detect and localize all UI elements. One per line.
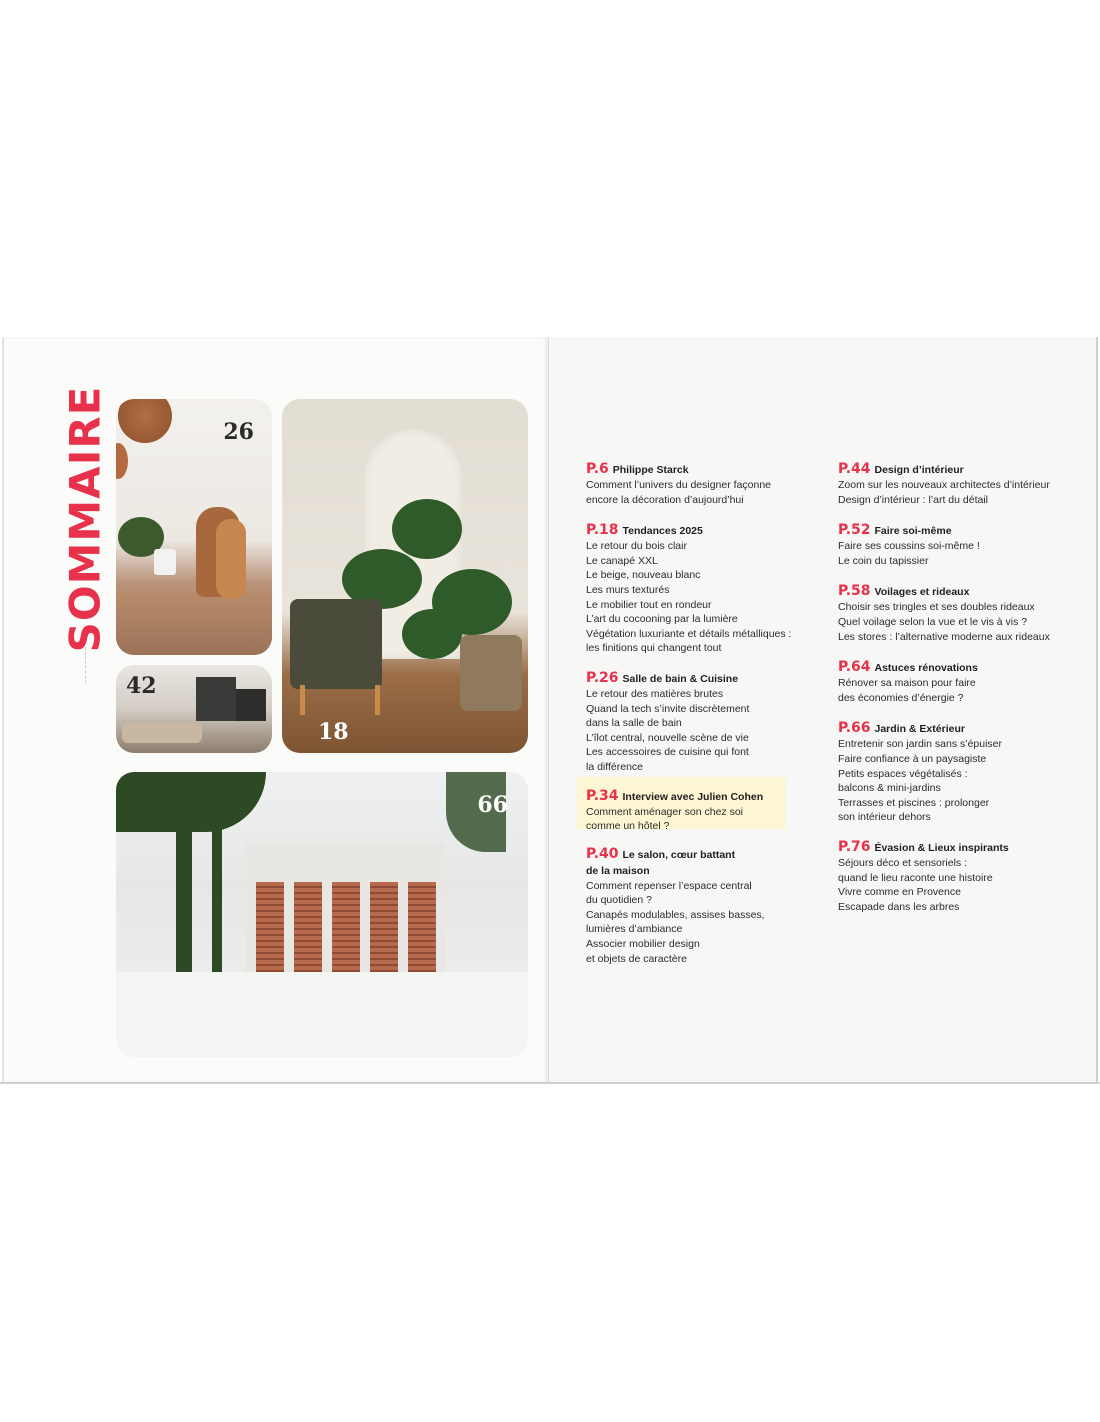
toc-page-number: P.76 — [838, 838, 871, 855]
toc-line: Comment l’univers du designer façonne — [586, 479, 772, 491]
toc-page-number: P.66 — [838, 720, 871, 737]
toc-line: lumières d’ambiance — [586, 923, 683, 936]
toc-line: encore la décoration d’aujourd’hui — [586, 493, 744, 506]
toc-line: les finitions qui changent tout — [586, 642, 722, 655]
sofa — [122, 723, 202, 743]
armchair-legs — [300, 685, 380, 715]
toc-title: Philippe Starck — [612, 464, 689, 476]
toc-line: Comment aménager son chez soi — [586, 805, 743, 818]
toc-line: Canapés modulables, assises basses, — [586, 908, 765, 921]
window — [236, 689, 266, 721]
toc-title: Jardin & Extérieur — [874, 723, 965, 736]
monstera-leaf — [392, 499, 462, 559]
toc-line: Quand la tech s’invite discrètement — [586, 702, 750, 715]
photo-garden-house — [116, 772, 528, 1057]
toc-page-number: P.44 — [838, 461, 871, 477]
cutting-board-2 — [216, 519, 246, 599]
toc-line: Les accessoires de cuisine qui font — [586, 746, 749, 759]
toc-title: Voilages et rideaux — [874, 586, 970, 599]
toc-page-number: P.26 — [586, 669, 619, 686]
toc-title: Évasion & Lieux inspirants — [874, 841, 1009, 854]
toc-line: du quotidien ? — [586, 894, 652, 907]
photo-page-number: 18 — [318, 719, 349, 745]
toc-title: Faire soi-même — [874, 525, 952, 538]
toc-page-number: P.6 — [586, 461, 609, 477]
toc-entry-highlighted — [586, 788, 791, 834]
decor-plate — [118, 399, 172, 443]
toc-title: Le salon, cœur battant — [622, 848, 736, 861]
toc-entry — [838, 720, 1050, 825]
page-edge-bottom — [0, 1082, 1100, 1084]
toc-page-number: P.58 — [838, 583, 871, 600]
toc-line: des économies d’énergie ? — [838, 691, 964, 704]
page-edge-left — [2, 337, 4, 1083]
wood-counter — [116, 591, 272, 655]
toc-title-continued: de la maison — [586, 864, 650, 877]
toc-entry — [586, 522, 791, 656]
toc-line: quand le lieu raconte une histoire — [838, 871, 993, 884]
toc-page-number: P.34 — [586, 787, 619, 804]
toc-line: Rénover sa maison pour faire — [838, 677, 976, 690]
palm-fronds — [116, 772, 266, 832]
photo-kitchen — [116, 399, 272, 655]
toc-entry — [586, 461, 791, 507]
toc-line: Le coin du tapissier — [838, 554, 929, 567]
toc-line: Vivre comme en Provence — [838, 886, 961, 899]
toc-line: Design d’intérieur : l’art du détail — [838, 493, 988, 506]
toc-column-left — [586, 461, 791, 966]
toc-line: dans la salle de bain — [586, 717, 682, 730]
toc-line: Séjours déco et sensoriels : — [838, 856, 967, 869]
toc-line: Le retour du bois clair — [586, 540, 687, 553]
photo-page-number: 42 — [126, 673, 157, 699]
toc-line: Terrasses et piscines : prolonger — [838, 796, 990, 809]
decor-plate-small — [116, 443, 128, 479]
toc-line: la différence — [586, 760, 644, 773]
toc-line: comme un hôtel ? — [586, 820, 670, 833]
toc-line: son intérieur dehors — [838, 811, 931, 824]
toc-entry — [838, 461, 1050, 507]
pot — [154, 549, 176, 575]
toc-line: balcons & mini-jardins — [838, 782, 941, 795]
toc-line: Le mobilier tout en rondeur — [586, 598, 712, 611]
toc-line: Faire ses coussins soi-même ! — [838, 540, 980, 553]
toc-column-right — [838, 461, 1050, 914]
toc-entry — [838, 659, 1050, 705]
toc-line: Entretenir son jardin sans s’épuiser — [838, 738, 1003, 751]
toc-page-number: P.40 — [586, 845, 619, 862]
toc-line: Végétation luxuriante et détails métalliques : — [586, 627, 792, 640]
toc-entry — [838, 839, 1050, 914]
toc-title: Salle de bain & Cuisine — [622, 672, 739, 685]
title-vertical — [60, 385, 110, 653]
page-edge-right — [1096, 337, 1098, 1083]
toc-page-number: P.18 — [586, 522, 619, 539]
toc-line: Choisir ses tringles et ses doubles rideaux — [838, 601, 1035, 614]
page-title: SOMMAIRE — [60, 385, 110, 653]
toc-line: Associer mobilier design — [586, 938, 700, 951]
toc-entry — [586, 670, 791, 775]
toc-line: Comment repenser l’espace central — [586, 879, 752, 892]
white-wall — [116, 972, 528, 1057]
divider — [85, 647, 87, 683]
wicker-basket — [460, 635, 522, 711]
toc-page-number: P.64 — [838, 659, 871, 676]
toc-line: Le canapé XXL — [586, 554, 658, 567]
window — [196, 677, 236, 721]
toc-line: Les stores : l’alternative moderne aux rideaux — [838, 630, 1050, 643]
toc-line: Quel voilage selon la vue et le vis à vis ? — [838, 615, 1028, 628]
toc-title: Design d’intérieur — [874, 464, 964, 476]
toc-title: Tendances 2025 — [622, 525, 703, 538]
photo-arch-armchair — [282, 399, 528, 753]
toc-entry — [586, 846, 791, 967]
toc-line: Petits espaces végétalisés : — [838, 767, 968, 780]
toc-line: Faire confiance à un paysagiste — [838, 752, 987, 765]
armchair — [290, 599, 382, 689]
toc-title: Astuces rénovations — [874, 662, 978, 675]
photo-page-number: 26 — [223, 419, 254, 445]
toc-entry — [838, 583, 1050, 644]
toc-line: Le retour des matières brutes — [586, 687, 724, 700]
toc-line: et objets de caractère — [586, 952, 687, 965]
toc-page-number: P.52 — [838, 522, 871, 539]
toc-line: Zoom sur les nouveaux architectes d’intérieur — [838, 479, 1050, 491]
toc-title: Interview avec Julien Cohen — [622, 790, 764, 803]
photo-page-number: 66 — [477, 792, 508, 818]
toc-line: L’îlot central, nouvelle scène de vie — [586, 731, 749, 744]
monstera-leaf — [402, 609, 462, 659]
photo-living-room — [116, 665, 272, 753]
toc-line: Escapade dans les arbres — [838, 900, 960, 913]
toc-line: Le beige, nouveau blanc — [586, 569, 701, 582]
toc-line: Les murs texturés — [586, 583, 670, 596]
toc-entry — [838, 522, 1050, 568]
toc-line: L’art du cocooning par la lumière — [586, 613, 738, 626]
